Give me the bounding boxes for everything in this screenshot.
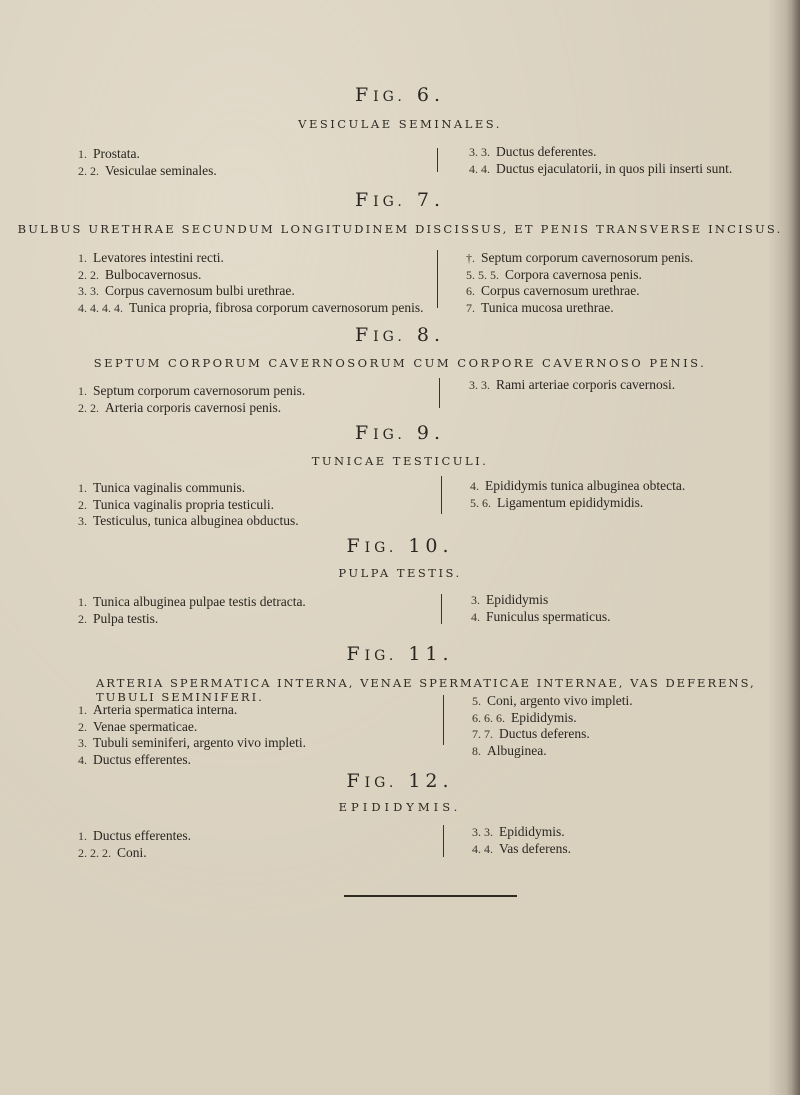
legend-item: 4. Funiculus spermaticus.	[471, 608, 611, 624]
legend-right-9	[470, 478, 685, 511]
legend-item: 2. 2. Bulbocavernosus.	[78, 266, 202, 282]
legend-left-10	[78, 594, 306, 627]
figure-subtitle-12: EPIDIDYMIS.	[338, 800, 462, 814]
legend-item: 3. Tubuli seminiferi, argento vivo impleti.	[78, 735, 306, 750]
column-divider	[443, 695, 444, 745]
legend-item: 3. 3. Ductus deferentes.	[469, 144, 597, 159]
legend-item: 4. 4. Ductus ejaculatorii, in quos pili inserti sunt.	[469, 160, 733, 176]
figure-subtitle-9: TUNICAE TESTICULI.	[311, 454, 489, 468]
end-rule	[344, 895, 517, 897]
legend-item: 2. Tunica vaginalis propria testiculi.	[78, 496, 274, 512]
legend-right-12	[472, 824, 571, 857]
figure-subtitle-7: BULBUS URETHRAE SECUNDUM LONGITUDINEM DISCISSUS, ET PENIS TRANSVERSE INCISUS.	[17, 222, 783, 236]
legend-right-6	[469, 144, 732, 177]
figure-title-6: FIG. 6.	[354, 84, 446, 106]
legend-item: 3. 3. Epididymis.	[472, 824, 565, 839]
legend-item: 1. Prostata.	[78, 146, 140, 161]
page-edge-shadow	[786, 0, 800, 1095]
legend-item: 1. Levatores intestini recti.	[78, 250, 224, 265]
column-divider	[437, 148, 438, 172]
legend-item: 8. Albuginea.	[472, 742, 547, 758]
legend-item: 5. 6. Ligamentum epididymidis.	[470, 494, 644, 510]
legend-right-7	[466, 250, 693, 316]
legend-item: †. Septum corporum cavernosorum penis.	[466, 250, 694, 265]
legend-left-6	[78, 146, 217, 179]
legend-item: 1. Ductus efferentes.	[78, 828, 191, 843]
figure-title-12: FIG. 12.	[346, 770, 454, 792]
figure-subtitle-6: VESICULAE SEMINALES.	[298, 117, 502, 131]
legend-left-12	[78, 828, 191, 861]
legend-item: 1. Tunica albuginea pulpae testis detracta.	[78, 594, 306, 609]
legend-item: 4. Epididymis tunica albuginea obtecta.	[470, 478, 686, 493]
legend-item: 5. Coni, argento vivo impleti.	[472, 693, 633, 708]
legend-item: 1. Septum corporum cavernosorum penis.	[78, 383, 306, 398]
legend-item: 2. 2. Vesiculae seminales.	[78, 162, 217, 178]
legend-item: 1. Arteria spermatica interna.	[78, 702, 238, 717]
legend-item: 4. Ductus efferentes.	[78, 751, 191, 767]
column-divider	[441, 476, 442, 514]
legend-item: 3. Testiculus, tunica albuginea obductus.	[78, 513, 299, 528]
legend-item: 2. Pulpa testis.	[78, 610, 159, 626]
legend-item: 5. 5. 5. Corpora cavernosa penis.	[466, 266, 642, 282]
legend-item: 2. Venae spermaticae.	[78, 718, 198, 734]
legend-item: 3. 3. Corpus cavernosum bulbi urethrae.	[78, 283, 295, 298]
figure-title-9: FIG. 9.	[354, 422, 446, 444]
legend-item: 6. 6. 6. Epididymis.	[472, 709, 577, 725]
figure-title-11: FIG. 11.	[346, 643, 454, 665]
legend-item: 4. 4. 4. 4. Tunica propria, fibrosa corporum cavernosorum penis.	[78, 299, 424, 315]
legend-item: 4. 4. Vas deferens.	[472, 840, 571, 856]
figure-title-8: FIG. 8.	[354, 324, 446, 346]
legend-item: 7. Tunica mucosa urethrae.	[466, 299, 614, 315]
legend-left-11	[78, 702, 306, 768]
legend-item: 2. 2. 2. Coni.	[78, 844, 147, 860]
column-divider	[443, 825, 444, 857]
legend-item: 2. 2. Arteria corporis cavernosi penis.	[78, 399, 282, 415]
legend-item: 6. Corpus cavernosum urethrae.	[466, 283, 640, 298]
figure-title-10: FIG. 10.	[346, 535, 454, 557]
figure-subtitle-10: PULPA TESTIS.	[338, 566, 462, 580]
legend-item: 7. 7. Ductus deferens.	[472, 726, 590, 741]
legend-right-11	[472, 693, 633, 759]
figure-title-7: FIG. 7.	[354, 189, 446, 211]
legend-item: 3. 3. Rami arteriae corporis cavernosi.	[469, 377, 676, 392]
legend-item: 1. Tunica vaginalis communis.	[78, 480, 246, 495]
legend-left-7	[78, 250, 424, 316]
figure-subtitle-8: SEPTUM CORPORUM CAVERNOSORUM CUM CORPORE CAVERNOSO PENIS.	[93, 356, 707, 370]
legend-item: 3. Epididymis	[471, 592, 549, 607]
column-divider	[437, 250, 438, 308]
legend-left-9	[78, 480, 299, 530]
figure-subtitle-11: ARTERIA SPERMATICA INTERNA, VENAE SPERMATICAE INTERNAE, VAS DEFERENS, TUBULI SEMINIFERI.	[96, 676, 756, 704]
column-divider	[441, 594, 442, 624]
legend-right-8	[469, 377, 675, 394]
legend-right-10	[471, 592, 611, 625]
column-divider	[439, 378, 440, 408]
legend-left-8	[78, 383, 305, 416]
